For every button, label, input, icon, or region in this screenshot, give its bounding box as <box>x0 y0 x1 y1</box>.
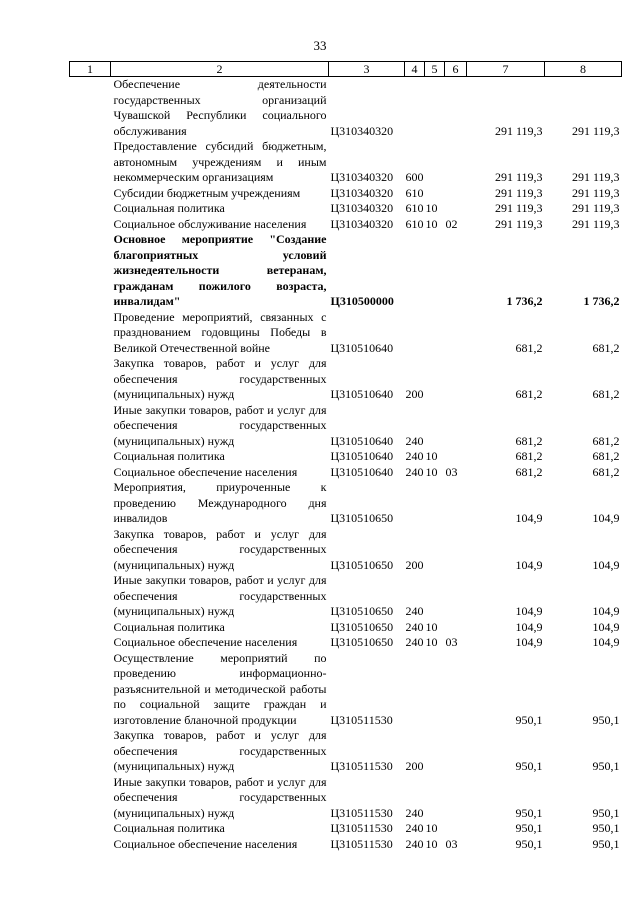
item-name: Закупка товаров, работ и услуг для обеспечения государственных (муниципальных) нужд <box>113 526 327 572</box>
row-number-cell <box>70 651 111 729</box>
amount-col7: 681,2 <box>515 464 543 479</box>
target-code: Ц310340320 <box>330 216 394 231</box>
amount-col8: 104,9 <box>592 604 620 618</box>
subsection-code <box>445 728 467 775</box>
row-number-cell <box>70 527 111 574</box>
column-header: 4 <box>405 62 425 77</box>
row-number-cell <box>70 310 111 357</box>
subsection-code <box>445 356 467 403</box>
expense-type-code: 240 <box>405 449 424 463</box>
table-row <box>70 635 622 651</box>
expense-type-code: 200 <box>405 759 424 773</box>
amount-col7: 681,2 <box>515 449 543 463</box>
target-code: Ц310511530 <box>330 712 393 727</box>
amount-col8: 950,1 <box>592 836 620 851</box>
row-number-cell <box>70 201 111 217</box>
row-number-cell <box>70 728 111 775</box>
amount-col8: 104,9 <box>592 557 620 572</box>
amount-col7: 104,9 <box>515 511 543 525</box>
target-code: Ц310500000 <box>330 294 394 308</box>
target-code: Ц310510640 <box>330 464 394 479</box>
amount-col7: 1 736,2 <box>506 294 543 308</box>
section-code: 10 <box>425 449 438 463</box>
item-name: Социальная политика <box>113 821 225 835</box>
row-number-cell <box>70 775 111 822</box>
subsection-code: 03 <box>445 836 458 851</box>
section-code: 10 <box>425 619 438 634</box>
target-code: Ц310340320 <box>330 201 394 215</box>
item-name: Социальное обеспечение населения <box>113 464 298 479</box>
table-row <box>70 480 622 527</box>
item-name: Социальное обслуживание населения <box>113 216 307 231</box>
item-name: Обеспечение деятельности государственных организаций Чувашской Республики социального обслуживания <box>113 77 327 138</box>
section-code <box>425 139 445 186</box>
column-header: 8 <box>545 62 622 77</box>
subsection-code <box>445 775 467 822</box>
target-code: Ц310510650 <box>330 557 394 572</box>
row-number-cell <box>70 217 111 233</box>
table-row <box>70 186 622 202</box>
section-code <box>425 77 445 140</box>
amount-col7: 950,1 <box>515 836 543 851</box>
subsection-code <box>445 310 467 357</box>
row-number-cell <box>70 356 111 403</box>
section-code <box>425 775 445 822</box>
amount-col7: 681,2 <box>515 387 543 401</box>
amount-col8: 291 119,3 <box>571 201 620 215</box>
section-code: 10 <box>425 836 438 851</box>
item-name: Проведение мероприятий, связанных с празднованием годовщины Победы в Великой Отечественной войне <box>113 309 327 355</box>
amount-col7: 950,1 <box>515 821 543 835</box>
table-row <box>70 310 622 357</box>
amount-col8: 291 119,3 <box>571 185 620 200</box>
column-header: 3 <box>329 62 405 77</box>
subsection-code: 03 <box>445 635 458 649</box>
target-code: Ц310510650 <box>330 604 394 618</box>
amount-col7: 681,2 <box>515 340 543 355</box>
amount-col8: 681,2 <box>592 340 620 355</box>
amount-col8: 104,9 <box>592 619 620 634</box>
table-body <box>70 77 622 853</box>
row-number-cell <box>70 465 111 481</box>
column-header: 7 <box>467 62 545 77</box>
subsection-code: 02 <box>445 216 458 231</box>
subsection-code <box>445 77 467 140</box>
amount-col7: 681,2 <box>515 433 543 448</box>
table-row <box>70 775 622 822</box>
section-code: 10 <box>425 201 438 215</box>
table-row <box>70 449 622 465</box>
expense-type-code: 240 <box>405 821 424 835</box>
amount-col8: 291 119,3 <box>571 170 620 184</box>
amount-col8: 291 119,3 <box>571 216 620 231</box>
amount-col7: 950,1 <box>515 805 543 820</box>
amount-col8: 104,9 <box>592 511 620 525</box>
target-code: Ц310340320 <box>330 185 394 200</box>
section-code <box>425 186 445 202</box>
table-row <box>70 728 622 775</box>
section-code <box>425 403 445 450</box>
amount-col7: 291 119,3 <box>494 123 543 138</box>
target-code: Ц310511530 <box>330 805 393 820</box>
item-name: Субсидии бюджетным учреждениям <box>113 185 301 200</box>
row-number-cell <box>70 635 111 651</box>
target-code: Ц310511530 <box>330 759 393 773</box>
row-number-cell <box>70 573 111 620</box>
table-row <box>70 232 622 310</box>
section-code <box>425 651 445 729</box>
expense-type-code <box>405 651 425 729</box>
amount-col7: 104,9 <box>515 557 543 572</box>
page-number: 33 <box>313 38 327 53</box>
target-code: Ц310510650 <box>330 635 394 649</box>
expense-type-code <box>405 232 425 310</box>
table-row <box>70 527 622 574</box>
subsection-code <box>445 186 467 202</box>
subsection-code: 03 <box>445 464 458 479</box>
section-code <box>425 728 445 775</box>
item-name: Основное мероприятие "Создание благоприятных условий жизнедеятельности ветеранам, гражданам пожилого возраста, инвалидам" <box>113 232 327 308</box>
row-number-cell <box>70 77 111 140</box>
column-header: 5 <box>425 62 445 77</box>
target-code: Ц310510650 <box>330 511 394 525</box>
amount-col8: 950,1 <box>592 712 620 727</box>
amount-col8: 681,2 <box>592 449 620 463</box>
subsection-code <box>445 573 467 620</box>
item-name: Социальная политика <box>113 449 225 463</box>
row-number-cell <box>70 232 111 310</box>
row-number-cell <box>70 403 111 450</box>
section-code: 10 <box>425 821 438 835</box>
amount-col8: 950,1 <box>592 821 620 835</box>
target-code: Ц310340320 <box>330 123 394 138</box>
section-code <box>425 573 445 620</box>
row-number-cell <box>70 449 111 465</box>
item-name: Социальное обеспечение населения <box>113 635 298 649</box>
subsection-code <box>445 201 467 217</box>
section-code: 10 <box>425 635 438 649</box>
section-code <box>425 356 445 403</box>
target-code: Ц310340320 <box>330 170 394 184</box>
table-row <box>70 465 622 481</box>
expense-type-code: 240 <box>405 433 424 448</box>
subsection-code <box>445 821 467 837</box>
section-code: 10 <box>425 216 438 231</box>
expense-type-code <box>405 77 425 140</box>
expense-type-code: 240 <box>405 836 424 851</box>
amount-col8: 681,2 <box>592 387 620 401</box>
item-name: Иные закупки товаров, работ и услуг для обеспечения государственных (муниципальных) нужд <box>113 774 327 820</box>
subsection-code <box>445 527 467 574</box>
expense-type-code <box>405 480 425 527</box>
table-header <box>70 62 622 77</box>
item-name: Предоставление субсидий бюджетным, автономным учреждениям и иным некоммерческим организациям <box>113 139 327 184</box>
amount-col8: 681,2 <box>592 433 620 448</box>
item-name: Социальная политика <box>113 619 225 634</box>
target-code: Ц310510640 <box>330 433 394 448</box>
table-row <box>70 139 622 186</box>
expense-type-code: 600 <box>405 170 424 184</box>
expense-type-code: 610 <box>405 185 424 200</box>
table-row <box>70 651 622 729</box>
row-number-cell <box>70 480 111 527</box>
table-row <box>70 217 622 233</box>
subsection-code <box>445 403 467 450</box>
section-code <box>425 480 445 527</box>
row-number-cell <box>70 620 111 636</box>
item-name: Мероприятия, приуроченные к проведению Международного дня инвалидов <box>113 480 327 525</box>
item-name: Осуществление мероприятий по проведению информационно-разъяснительной и методической работы по социальной защите граждан и изготовление бланочной продукции <box>113 650 327 727</box>
row-number-cell <box>70 139 111 186</box>
amount-col8: 1 736,2 <box>583 294 620 308</box>
target-code: Ц310510640 <box>330 449 394 463</box>
item-name: Социальная политика <box>113 201 225 215</box>
target-code: Ц310511530 <box>330 836 393 851</box>
table-row <box>70 573 622 620</box>
item-name: Закупка товаров, работ и услуг для обеспечения государственных (муниципальных) нужд <box>113 356 327 401</box>
amount-col8: 291 119,3 <box>571 123 620 138</box>
column-header: 2 <box>111 62 329 77</box>
expense-type-code: 240 <box>405 464 424 479</box>
row-number-cell <box>70 186 111 202</box>
item-name: Иные закупки товаров, работ и услуг для обеспечения государственных (муниципальных) нужд <box>113 573 327 618</box>
header-row <box>70 62 622 77</box>
amount-col8: 950,1 <box>592 805 620 820</box>
expense-type-code: 240 <box>405 619 424 634</box>
expense-type-code: 610 <box>405 216 424 231</box>
target-code: Ц310511530 <box>330 821 393 835</box>
item-name: Социальное обеспечение населения <box>113 836 298 851</box>
table-row <box>70 620 622 636</box>
budget-table <box>69 61 622 852</box>
amount-col7: 291 119,3 <box>494 185 543 200</box>
amount-col8: 950,1 <box>592 759 620 773</box>
section-code: 10 <box>425 464 438 479</box>
amount-col7: 950,1 <box>515 759 543 773</box>
target-code: Ц310510650 <box>330 619 394 634</box>
expense-type-code: 200 <box>405 557 424 572</box>
subsection-code <box>445 449 467 465</box>
expense-type-code: 240 <box>405 805 424 820</box>
subsection-code <box>445 480 467 527</box>
row-number-cell <box>70 837 111 853</box>
expense-type-code <box>405 310 425 357</box>
subsection-code <box>445 651 467 729</box>
column-header: 1 <box>70 62 111 77</box>
expense-type-code: 240 <box>405 604 424 618</box>
amount-col7: 291 119,3 <box>494 201 543 215</box>
table-row <box>70 837 622 853</box>
target-code: Ц310510640 <box>330 340 394 355</box>
target-code: Ц310510640 <box>330 387 394 401</box>
amount-col7: 104,9 <box>515 635 543 649</box>
expense-type-code: 200 <box>405 387 424 401</box>
row-number-cell <box>70 821 111 837</box>
table-row <box>70 356 622 403</box>
section-code <box>425 310 445 357</box>
amount-col7: 291 119,3 <box>494 170 543 184</box>
subsection-code <box>445 620 467 636</box>
column-header: 6 <box>445 62 467 77</box>
table-row <box>70 201 622 217</box>
amount-col7: 291 119,3 <box>494 216 543 231</box>
table-row <box>70 821 622 837</box>
amount-col7: 950,1 <box>515 712 543 727</box>
section-code <box>425 527 445 574</box>
item-name: Иные закупки товаров, работ и услуг для обеспечения государственных (муниципальных) нужд <box>113 402 327 448</box>
section-code <box>425 232 445 310</box>
amount-col8: 681,2 <box>592 464 620 479</box>
table-row <box>70 403 622 450</box>
expense-type-code: 240 <box>405 635 424 649</box>
table-row <box>70 77 622 140</box>
subsection-code <box>445 232 467 310</box>
amount-col7: 104,9 <box>515 604 543 618</box>
expense-type-code: 610 <box>405 201 424 215</box>
subsection-code <box>445 139 467 186</box>
amount-col8: 104,9 <box>592 635 620 649</box>
amount-col7: 104,9 <box>515 619 543 634</box>
item-name: Закупка товаров, работ и услуг для обеспечения государственных (муниципальных) нужд <box>113 728 327 773</box>
